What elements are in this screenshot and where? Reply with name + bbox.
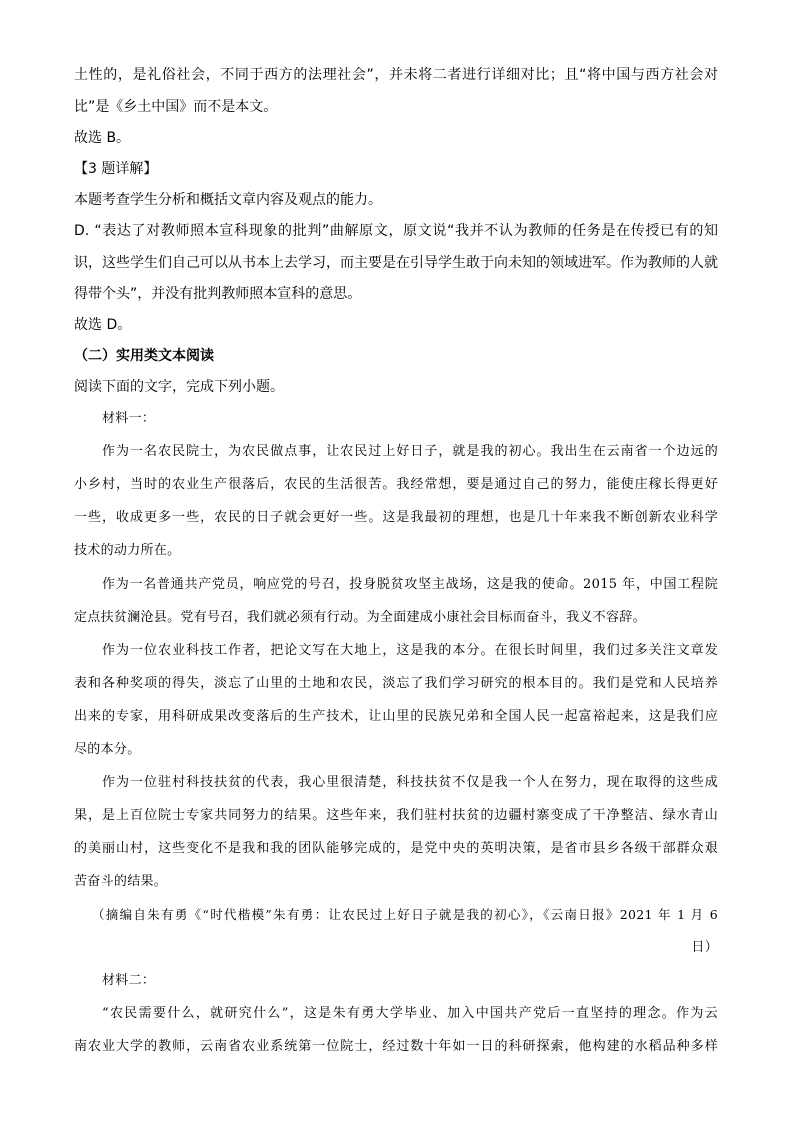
section-instruction: 阅读下面的文字，完成下列小题。 <box>74 379 284 395</box>
material-line: 果，是上百位院士专家共同努力的结果。这些年来，我们驻村扶贫的边疆村寨变成了干净整洁、绿水青山 <box>74 808 718 823</box>
material-label: 材料二： <box>102 973 156 988</box>
material-line: 作为一名农民院士，为农民做点事，让农民过上好日子，就是我的初心。我出生在云南省一个边远的 <box>102 444 718 459</box>
answer-choice: 故选 D。 <box>74 317 132 333</box>
material-line: 作为一位驻村科技扶贫的代表，我心里很清楚，科技扶贫不仅是我一个人在努力，现在取得的这些成 <box>102 775 718 790</box>
material-line: 小乡村，当时的农业生产很落后，农民的生活很苦。我经常想，要是通过自己的努力，能使庄稼长得更好 <box>74 477 718 492</box>
material-source: （摘编自朱有勇《“时代楷模”朱有勇：让农民过上好日子就是我的初心》，《云南日报》2021 年 1 月 6 <box>92 907 718 922</box>
material-line: 的美丽山村，这些变化不是我和我的团队能够完成的，是党中央的英明决策，是省市县乡各级干部群众艰 <box>74 841 718 856</box>
analysis-line: 识，这些学生们自己可以从书本上去学习，而主要是在引导学生敢于向未知的领域进军。作为教师的人就 <box>74 255 718 271</box>
material-line: 苦奋斗的结果。 <box>74 874 168 889</box>
question-3-heading: 【3 题详解】 <box>74 161 158 177</box>
material-line: 尽的本分。 <box>74 742 141 757</box>
material-line: “农民需要什么，就研究什么”，这是朱有勇大学毕业、加入中国共产党后一直坚持的理念。作为云 <box>102 1006 718 1021</box>
answer-choice: 故选 B。 <box>74 130 131 146</box>
material-label: 材料一： <box>102 411 156 426</box>
material-line: 作为一位农业科技工作者，把论文写在大地上，这是我的本分。在很长时间里，我们过多关注文章发 <box>102 643 718 658</box>
analysis-line: 土性的，是礼俗社会，不同于西方的法理社会”，并未将二者进行详细对比；且“将中国与西方社会对 <box>74 67 718 83</box>
analysis-line: 本题考查学生分析和概括文章内容及观点的能力。 <box>74 192 382 208</box>
material-source: 日） <box>691 940 718 955</box>
material-line: 出来的专家，用科研成果改变落后的生产技术，让山里的民族兄弟和全国人民一起富裕起来，这是我们应 <box>74 709 718 724</box>
material-line: 表和各种奖项的得失，淡忘了山里的土地和农民，淡忘了我们学习研究的根本目的。我们是党和人民培养 <box>74 676 718 691</box>
analysis-line: D. “表达了对教师照本宣科现象的批判”曲解原文，原文说“我并不认为教师的任务是在传授已有的知 <box>74 223 718 239</box>
material-line: 南农业大学的教师，云南省农业系统第一位院士，经过数十年如一日的科研探索，他构建的水稻品种多样 <box>74 1039 718 1054</box>
analysis-line: 比”是《乡土中国》而不是本文。 <box>74 99 278 115</box>
material-line: 作为一名普通共产党员，响应党的号召，投身脱贫攻坚主战场，这是我的使命。2015 年，中国工程院 <box>102 577 718 592</box>
section-title: （二）实用类文本阅读 <box>74 348 214 364</box>
analysis-line: 得带个头”，并没有批判教师照本宣科的意思。 <box>74 286 362 302</box>
material-line: 技术的动力所在。 <box>74 543 181 558</box>
material-line: 一些，收成更多一些，农民的日子就会更好一些。这是我最初的理想，也是几十年来我不断创新农业科学 <box>74 510 718 525</box>
material-line: 定点扶贫澜沧县。党有号召，我们就必须有行动。为全面建成小康社会目标而奋斗，我义不容辞。 <box>74 610 646 625</box>
